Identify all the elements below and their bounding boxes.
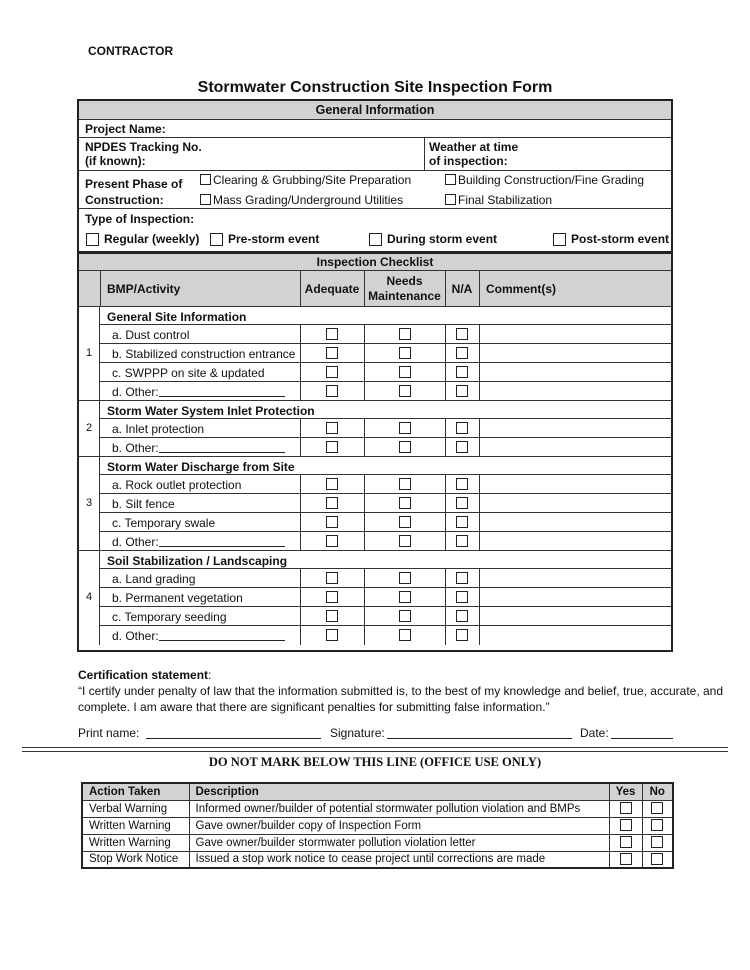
checklist-item-label: b. Other: <box>112 441 159 455</box>
project-name-label: Project Name: <box>85 122 166 136</box>
needs-maintenance-checkbox[interactable] <box>399 610 411 622</box>
col-needs: Needs <box>386 274 423 288</box>
checklist-item-row <box>100 438 671 457</box>
phase-label: Present Phase of <box>85 177 183 191</box>
weather-label: Weather at time <box>429 140 519 154</box>
checklist-item-label: a. Inlet protection <box>112 422 205 436</box>
checklist-group-number: 1 <box>85 347 93 359</box>
comment-field[interactable] <box>480 325 671 343</box>
na-checkbox[interactable] <box>456 572 468 584</box>
comment-field[interactable] <box>480 475 671 493</box>
action-taken-cell: Written Warning <box>82 834 189 851</box>
adequate-checkbox[interactable] <box>326 497 338 509</box>
comment-field[interactable] <box>480 438 671 456</box>
office-table-row <box>82 800 673 817</box>
office-divider-top <box>22 747 728 748</box>
checklist-item-row <box>100 569 671 588</box>
comment-field[interactable] <box>480 607 671 625</box>
inspection-type-row <box>79 209 671 251</box>
yes-checkbox[interactable] <box>620 836 632 848</box>
checklist-group-title: Storm Water Discharge from Site <box>107 460 295 474</box>
checklist-item-row <box>100 494 671 513</box>
type-during-checkbox[interactable] <box>369 233 382 246</box>
inspection-type-label: Type of Inspection: <box>85 212 195 226</box>
checklist-item-label: d. Other: <box>112 629 159 643</box>
adequate-checkbox[interactable] <box>326 478 338 490</box>
npdes-row <box>79 138 671 171</box>
adequate-checkbox[interactable] <box>326 572 338 584</box>
comment-field[interactable] <box>480 626 671 645</box>
yes-cell <box>609 817 642 834</box>
comment-field[interactable] <box>480 532 671 550</box>
na-checkbox[interactable] <box>456 516 468 528</box>
checklist-group-title-row <box>100 401 671 419</box>
checklist-group-number: 2 <box>85 422 93 434</box>
description-cell: Gave owner/builder copy of Inspection Form <box>189 817 609 834</box>
na-checkbox[interactable] <box>456 366 468 378</box>
no-checkbox[interactable] <box>651 836 663 848</box>
checklist-item-label: c. Temporary seeding <box>112 610 227 624</box>
comment-field[interactable] <box>480 344 671 362</box>
project-name-row <box>79 120 671 138</box>
needs-maintenance-checkbox[interactable] <box>399 591 411 603</box>
na-checkbox[interactable] <box>456 422 468 434</box>
col-maintenance: Maintenance <box>368 289 441 303</box>
checklist-group-number-cell <box>79 307 100 401</box>
checklist-item-row <box>100 532 671 551</box>
contractor-label: CONTRACTOR <box>88 44 174 58</box>
office-table-header <box>82 783 673 800</box>
date-label: Date: <box>580 726 609 740</box>
phase-mass-grading-label: Mass Grading/Underground Utilities <box>213 193 404 207</box>
needs-maintenance-checkbox[interactable] <box>399 328 411 340</box>
checklist-group-title-row <box>100 457 671 475</box>
no-checkbox[interactable] <box>651 819 663 831</box>
comment-field[interactable] <box>480 363 671 381</box>
print-name-label: Print name: <box>78 726 140 740</box>
yes-checkbox[interactable] <box>620 853 632 865</box>
na-checkbox[interactable] <box>456 441 468 453</box>
adequate-checkbox[interactable] <box>326 328 338 340</box>
type-regular-checkbox[interactable] <box>86 233 99 246</box>
checklist-group-number: 4 <box>85 591 93 603</box>
certification-text-line1: “I certify under penalty of law that the information submitted is, to the best of my knowledge and belief, true, accurate, and <box>78 684 724 698</box>
checklist-group-title-row <box>100 551 671 569</box>
date-field[interactable] <box>611 738 673 739</box>
checklist-group-number-cell <box>79 551 100 645</box>
form-title: Stormwater Construction Site Inspection Form <box>197 79 553 96</box>
checklist-item-label: b. Permanent vegetation <box>112 591 243 605</box>
needs-maintenance-checkbox[interactable] <box>399 422 411 434</box>
checklist-group-title-row <box>100 307 671 325</box>
col-na: N/A <box>451 282 473 296</box>
general-info-box <box>77 99 673 253</box>
checklist-item-row <box>100 382 671 401</box>
other-text-field[interactable] <box>159 452 285 453</box>
na-checkbox[interactable] <box>456 328 468 340</box>
type-prestorm-label: Pre-storm event <box>228 232 320 246</box>
no-cell <box>642 834 673 851</box>
yes-cell <box>609 800 642 817</box>
needs-maintenance-checkbox[interactable] <box>399 478 411 490</box>
certification-label: Certification statement <box>78 668 209 682</box>
adequate-checkbox[interactable] <box>326 441 338 453</box>
checklist-item-row <box>100 513 671 532</box>
comment-field[interactable] <box>480 419 671 437</box>
needs-maintenance-checkbox[interactable] <box>399 441 411 453</box>
needs-maintenance-checkbox[interactable] <box>399 535 411 547</box>
description-cell: Informed owner/builder of potential stormwater pollution violation and BMPs <box>189 800 609 817</box>
yes-checkbox[interactable] <box>620 802 632 814</box>
office-table-row <box>82 851 673 868</box>
checklist-item-row <box>100 363 671 382</box>
comment-field[interactable] <box>480 513 671 531</box>
checklist-item-label: c. Temporary swale <box>112 516 216 530</box>
office-table-row <box>82 834 673 851</box>
checklist-item-row <box>100 475 671 494</box>
type-post-label: Post-storm event <box>571 232 670 246</box>
adequate-checkbox[interactable] <box>326 347 338 359</box>
general-info-header <box>79 101 671 120</box>
description-cell: Issued a stop work notice to cease project until corrections are made <box>189 851 609 868</box>
needs-maintenance-checkbox[interactable] <box>399 572 411 584</box>
phase-row <box>79 171 671 209</box>
adequate-checkbox[interactable] <box>326 629 338 641</box>
col-yes: Yes <box>609 783 642 800</box>
phase-final-checkbox[interactable] <box>445 194 456 205</box>
phase-building-label: Building Construction/Fine Grading <box>458 173 645 187</box>
office-use-notice: DO NOT MARK BELOW THIS LINE (OFFICE USE ONLY) <box>208 755 542 769</box>
checklist-column-headers <box>79 271 671 307</box>
checklist-item-row <box>100 419 671 438</box>
col-description: Description <box>189 783 609 800</box>
checklist-item-row <box>100 626 671 645</box>
checklist-item-row <box>100 607 671 626</box>
no-checkbox[interactable] <box>651 802 663 814</box>
checklist-group-number-cell <box>79 457 100 551</box>
adequate-checkbox[interactable] <box>326 610 338 622</box>
needs-maintenance-checkbox[interactable] <box>399 385 411 397</box>
checklist-item-row <box>100 588 671 607</box>
phase-clearing-label: Clearing & Grubbing/Site Preparation <box>213 173 412 187</box>
adequate-checkbox[interactable] <box>326 385 338 397</box>
na-checkbox[interactable] <box>456 610 468 622</box>
na-checkbox[interactable] <box>456 497 468 509</box>
checklist-item-label: a. Rock outlet protection <box>112 478 242 492</box>
action-taken-cell: Verbal Warning <box>82 800 189 817</box>
action-taken-cell: Stop Work Notice <box>82 851 189 868</box>
adequate-checkbox[interactable] <box>326 422 338 434</box>
na-checkbox[interactable] <box>456 629 468 641</box>
office-use-table <box>81 782 674 869</box>
office-table-row <box>82 817 673 834</box>
type-prestorm-checkbox[interactable] <box>210 233 223 246</box>
na-checkbox[interactable] <box>456 347 468 359</box>
comment-field[interactable] <box>480 382 671 400</box>
checklist-item-label: b. Stabilized construction entrance <box>112 347 296 361</box>
type-during-label: During storm event <box>387 232 498 246</box>
na-checkbox[interactable] <box>456 535 468 547</box>
phase-mass-grading-checkbox[interactable] <box>200 194 211 205</box>
phase-final-label: Final Stabilization <box>458 193 553 207</box>
needs-maintenance-checkbox[interactable] <box>399 497 411 509</box>
adequate-checkbox[interactable] <box>326 591 338 603</box>
checklist-item-label: a. Land grading <box>112 572 196 586</box>
phase-clearing-checkbox[interactable] <box>200 174 211 185</box>
checklist-item-label: d. Other: <box>112 535 159 549</box>
general-info-heading: General Information <box>315 103 435 117</box>
no-checkbox[interactable] <box>651 853 663 865</box>
checklist-group-title: General Site Information <box>107 310 247 324</box>
other-text-field[interactable] <box>159 396 285 397</box>
print-name-field[interactable] <box>146 738 321 739</box>
checklist-item-row <box>100 325 671 344</box>
signature-label: Signature: <box>330 726 385 740</box>
no-cell <box>642 800 673 817</box>
yes-cell <box>609 834 642 851</box>
na-checkbox[interactable] <box>456 591 468 603</box>
other-text-field[interactable] <box>159 640 285 641</box>
adequate-checkbox[interactable] <box>326 366 338 378</box>
other-text-field[interactable] <box>159 546 285 547</box>
inspection-checklist <box>77 252 673 652</box>
col-comments: Comment(s) <box>486 282 557 296</box>
construction-label: Construction: <box>85 193 164 207</box>
npdes-label: NPDES Tracking No. <box>85 140 202 154</box>
checklist-group-number-cell <box>79 401 100 457</box>
checklist-group-title: Storm Water System Inlet Protection <box>107 404 315 418</box>
no-cell <box>642 851 673 868</box>
na-checkbox[interactable] <box>456 385 468 397</box>
col-action-taken: Action Taken <box>82 783 189 800</box>
needs-maintenance-checkbox[interactable] <box>399 516 411 528</box>
checklist-item-label: c. SWPPP on site & updated <box>112 366 265 380</box>
checklist-item-row <box>100 344 671 363</box>
checklist-group-title: Soil Stabilization / Landscaping <box>107 554 288 568</box>
yes-cell <box>609 851 642 868</box>
weather-inspection-label: of inspection: <box>429 154 508 168</box>
signature-field[interactable] <box>387 738 572 739</box>
col-bmp-activity: BMP/Activity <box>107 282 181 296</box>
checklist-item-label: a. Dust control <box>112 328 190 342</box>
type-post-checkbox[interactable] <box>553 233 566 246</box>
checklist-item-label: d. Other: <box>112 385 159 399</box>
action-taken-cell: Written Warning <box>82 817 189 834</box>
adequate-checkbox[interactable] <box>326 516 338 528</box>
needs-maintenance-checkbox[interactable] <box>399 347 411 359</box>
adequate-checkbox[interactable] <box>326 535 338 547</box>
certification-heading <box>78 668 211 682</box>
no-cell <box>642 817 673 834</box>
office-divider-bottom <box>22 751 728 752</box>
comment-field[interactable] <box>480 494 671 512</box>
checklist-item-label: b. Silt fence <box>112 497 175 511</box>
needs-maintenance-checkbox[interactable] <box>399 629 411 641</box>
type-regular-label: Regular (weekly) <box>104 232 200 246</box>
phase-building-checkbox[interactable] <box>445 174 456 185</box>
comment-field[interactable] <box>480 588 671 606</box>
description-cell: Gave owner/builder stormwater pollution violation letter <box>189 834 609 851</box>
certification-colon: : <box>208 668 212 682</box>
col-no: No <box>642 783 673 800</box>
needs-maintenance-checkbox[interactable] <box>399 366 411 378</box>
checklist-group-number: 3 <box>85 497 93 509</box>
checklist-header <box>79 254 671 271</box>
npdes-known-label: (if known): <box>85 154 146 168</box>
yes-checkbox[interactable] <box>620 819 632 831</box>
certification-text-line2: complete. I am aware that there are significant penalties for submitting false information.” <box>78 700 550 714</box>
checklist-heading: Inspection Checklist <box>316 255 434 269</box>
comment-field[interactable] <box>480 569 671 587</box>
col-adequate: Adequate <box>304 282 360 296</box>
na-checkbox[interactable] <box>456 478 468 490</box>
